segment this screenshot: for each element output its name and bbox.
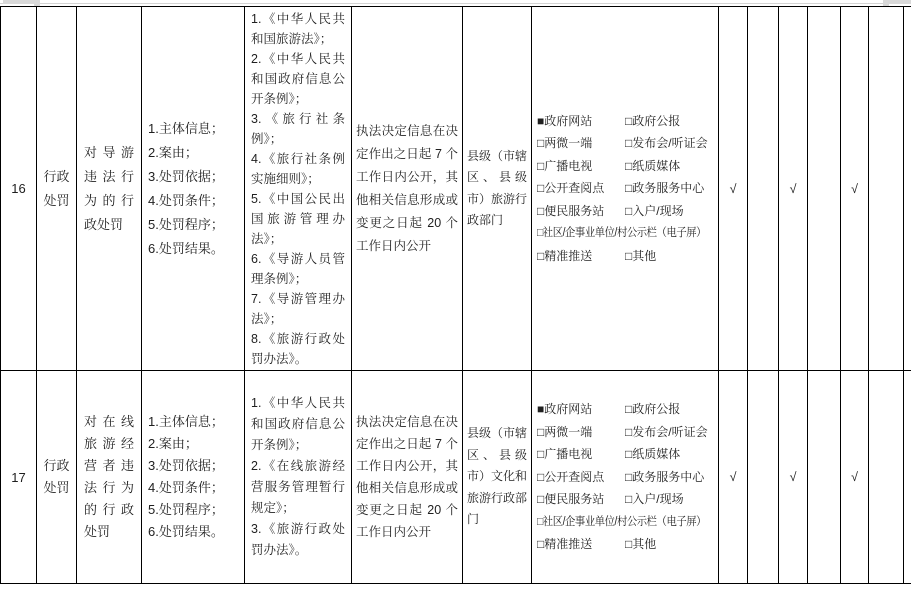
record-content-cell bbox=[142, 7, 245, 371]
disclosure-table bbox=[0, 6, 911, 584]
channel-option: □精准推送 bbox=[537, 537, 593, 552]
check-cell: √ bbox=[841, 371, 869, 584]
content-item: 5.处罚程序； bbox=[148, 502, 224, 517]
channel-option: □社区/企事业单位/村公示栏（电子屏） bbox=[537, 227, 707, 240]
channel-option: □纸质媒体 bbox=[625, 158, 681, 173]
content-item: 3.处罚依据； bbox=[148, 458, 224, 473]
responsible-agency-cell: 县级（市辖区、县级市）旅游行政部门 bbox=[463, 7, 532, 371]
legal-basis-item: 8.《旅游行政处罚办法》。 bbox=[251, 331, 345, 366]
channel-option: □发布会/听证会 bbox=[625, 136, 708, 151]
previous-row-remnant-right bbox=[889, 0, 911, 4]
channel-option: □广播电视 bbox=[537, 158, 593, 173]
item-description-cell: 对导游违法行为的行政处罚 bbox=[77, 7, 142, 371]
legal-basis-item: 4.《旅行社条例实施细则》； bbox=[251, 151, 345, 186]
channel-option: □公开查阅点 bbox=[537, 181, 605, 196]
check-cell: √ bbox=[779, 371, 808, 584]
channel-option: □精准推送 bbox=[537, 248, 593, 263]
channel-option: □政务服务中心 bbox=[625, 469, 705, 484]
previous-row-remnant-left bbox=[3, 0, 36, 4]
channel-option: □两微一端 bbox=[537, 136, 593, 151]
content-item: 2.案由； bbox=[148, 436, 198, 451]
channel-option: ■政府网站 bbox=[537, 113, 593, 128]
content-item: 2.案由； bbox=[148, 144, 198, 160]
check-cell: √ bbox=[719, 371, 748, 584]
table-row-16 bbox=[1, 7, 911, 371]
channel-option: □广播电视 bbox=[537, 447, 593, 462]
content-item: 1.主体信息； bbox=[148, 414, 224, 429]
channel-option: ■政府网站 bbox=[537, 402, 593, 417]
check-cell: √ bbox=[841, 7, 869, 371]
legal-basis-item: 3.《旅游行政处罚办法》。 bbox=[251, 522, 345, 557]
check-cell bbox=[808, 371, 841, 584]
row-number-cell: 16 bbox=[1, 7, 37, 371]
content-item: 6.处罚结果。 bbox=[148, 240, 224, 256]
content-item: 4.处罚条件； bbox=[148, 192, 224, 208]
legal-basis-item: 2.《在线旅游经营服务管理暂行规定》； bbox=[251, 459, 345, 515]
clipped-edge-cell bbox=[904, 7, 911, 371]
channel-options-grid bbox=[537, 398, 713, 556]
check-cell bbox=[869, 7, 904, 371]
channel-option: □入户/现场 bbox=[625, 203, 684, 218]
channel-option: □政府公报 bbox=[625, 113, 681, 128]
content-item: 5.处罚程序； bbox=[148, 216, 224, 232]
channel-option: □政府公报 bbox=[625, 402, 681, 417]
content-item: 6.处罚结果。 bbox=[148, 524, 224, 539]
channel-option: □便民服务站 bbox=[537, 203, 605, 218]
disclosure-channels-cell bbox=[532, 371, 719, 584]
check-cell bbox=[808, 7, 841, 371]
channel-option: □便民服务站 bbox=[537, 492, 605, 507]
check-cell bbox=[748, 371, 779, 584]
category-cell: 行政处罚 bbox=[37, 371, 77, 584]
legal-basis-item: 7.《导游管理办法》； bbox=[251, 291, 345, 326]
item-description-cell: 对在线旅游经营者违法行为的行政处罚 bbox=[77, 371, 142, 584]
legal-basis-item: 5.《中国公民出国旅游管理办法》； bbox=[251, 191, 345, 246]
clipped-edge-cell bbox=[904, 371, 911, 584]
disclosure-timing-cell: 执法决定信息在决定作出之日起 7 个工作日内公开，其他相关信息形成或变更之日起 20 个工作日内公开 bbox=[352, 7, 463, 371]
check-cell: √ bbox=[719, 7, 748, 371]
content-item: 4.处罚条件； bbox=[148, 480, 224, 495]
category-cell: 行政处罚 bbox=[37, 7, 77, 371]
channel-option: □发布会/听证会 bbox=[625, 424, 708, 439]
legal-basis-item: 1.《中华人民共和国旅游法》； bbox=[251, 11, 345, 46]
check-cell bbox=[748, 7, 779, 371]
channel-option: □其他 bbox=[625, 537, 657, 552]
channel-option: □入户/现场 bbox=[625, 492, 684, 507]
channel-option: □纸质媒体 bbox=[625, 447, 681, 462]
channel-option: □其他 bbox=[625, 248, 657, 263]
record-content-cell bbox=[142, 371, 245, 584]
check-cell: √ bbox=[779, 7, 808, 371]
disclosure-channels-cell bbox=[532, 7, 719, 371]
responsible-agency-cell: 县级（市辖区、县级市）文化和旅游行政部门 bbox=[463, 371, 532, 584]
channel-options-grid bbox=[537, 110, 713, 268]
channel-option: □社区/企事业单位/村公示栏（电子屏） bbox=[537, 515, 707, 528]
legal-basis-item: 6.《导游人员管理条例》； bbox=[251, 251, 345, 286]
legal-basis-item: 1.《中华人民共和国政府信息公开条例》； bbox=[251, 396, 345, 452]
content-item: 3.处罚依据； bbox=[148, 168, 224, 184]
legal-basis-item: 2.《中华人民共和国政府信息公开条例》； bbox=[251, 51, 345, 106]
channel-option: □两微一端 bbox=[537, 424, 593, 439]
legal-basis-cell bbox=[245, 371, 352, 584]
content-item: 1.主体信息； bbox=[148, 120, 224, 136]
previous-row-hairline bbox=[0, 3, 911, 4]
table-row-17 bbox=[1, 371, 911, 584]
legal-basis-item: 3.《旅行社条例》； bbox=[251, 111, 345, 146]
check-cell bbox=[869, 371, 904, 584]
channel-option: □公开查阅点 bbox=[537, 469, 605, 484]
channel-option: □政务服务中心 bbox=[625, 181, 705, 196]
disclosure-timing-cell: 执法决定信息在决定作出之日起 7 个工作日内公开，其他相关信息形成或变更之日起 20 个工作日内公开 bbox=[352, 371, 463, 584]
row-number-cell: 17 bbox=[1, 371, 37, 584]
legal-basis-cell bbox=[245, 7, 352, 371]
